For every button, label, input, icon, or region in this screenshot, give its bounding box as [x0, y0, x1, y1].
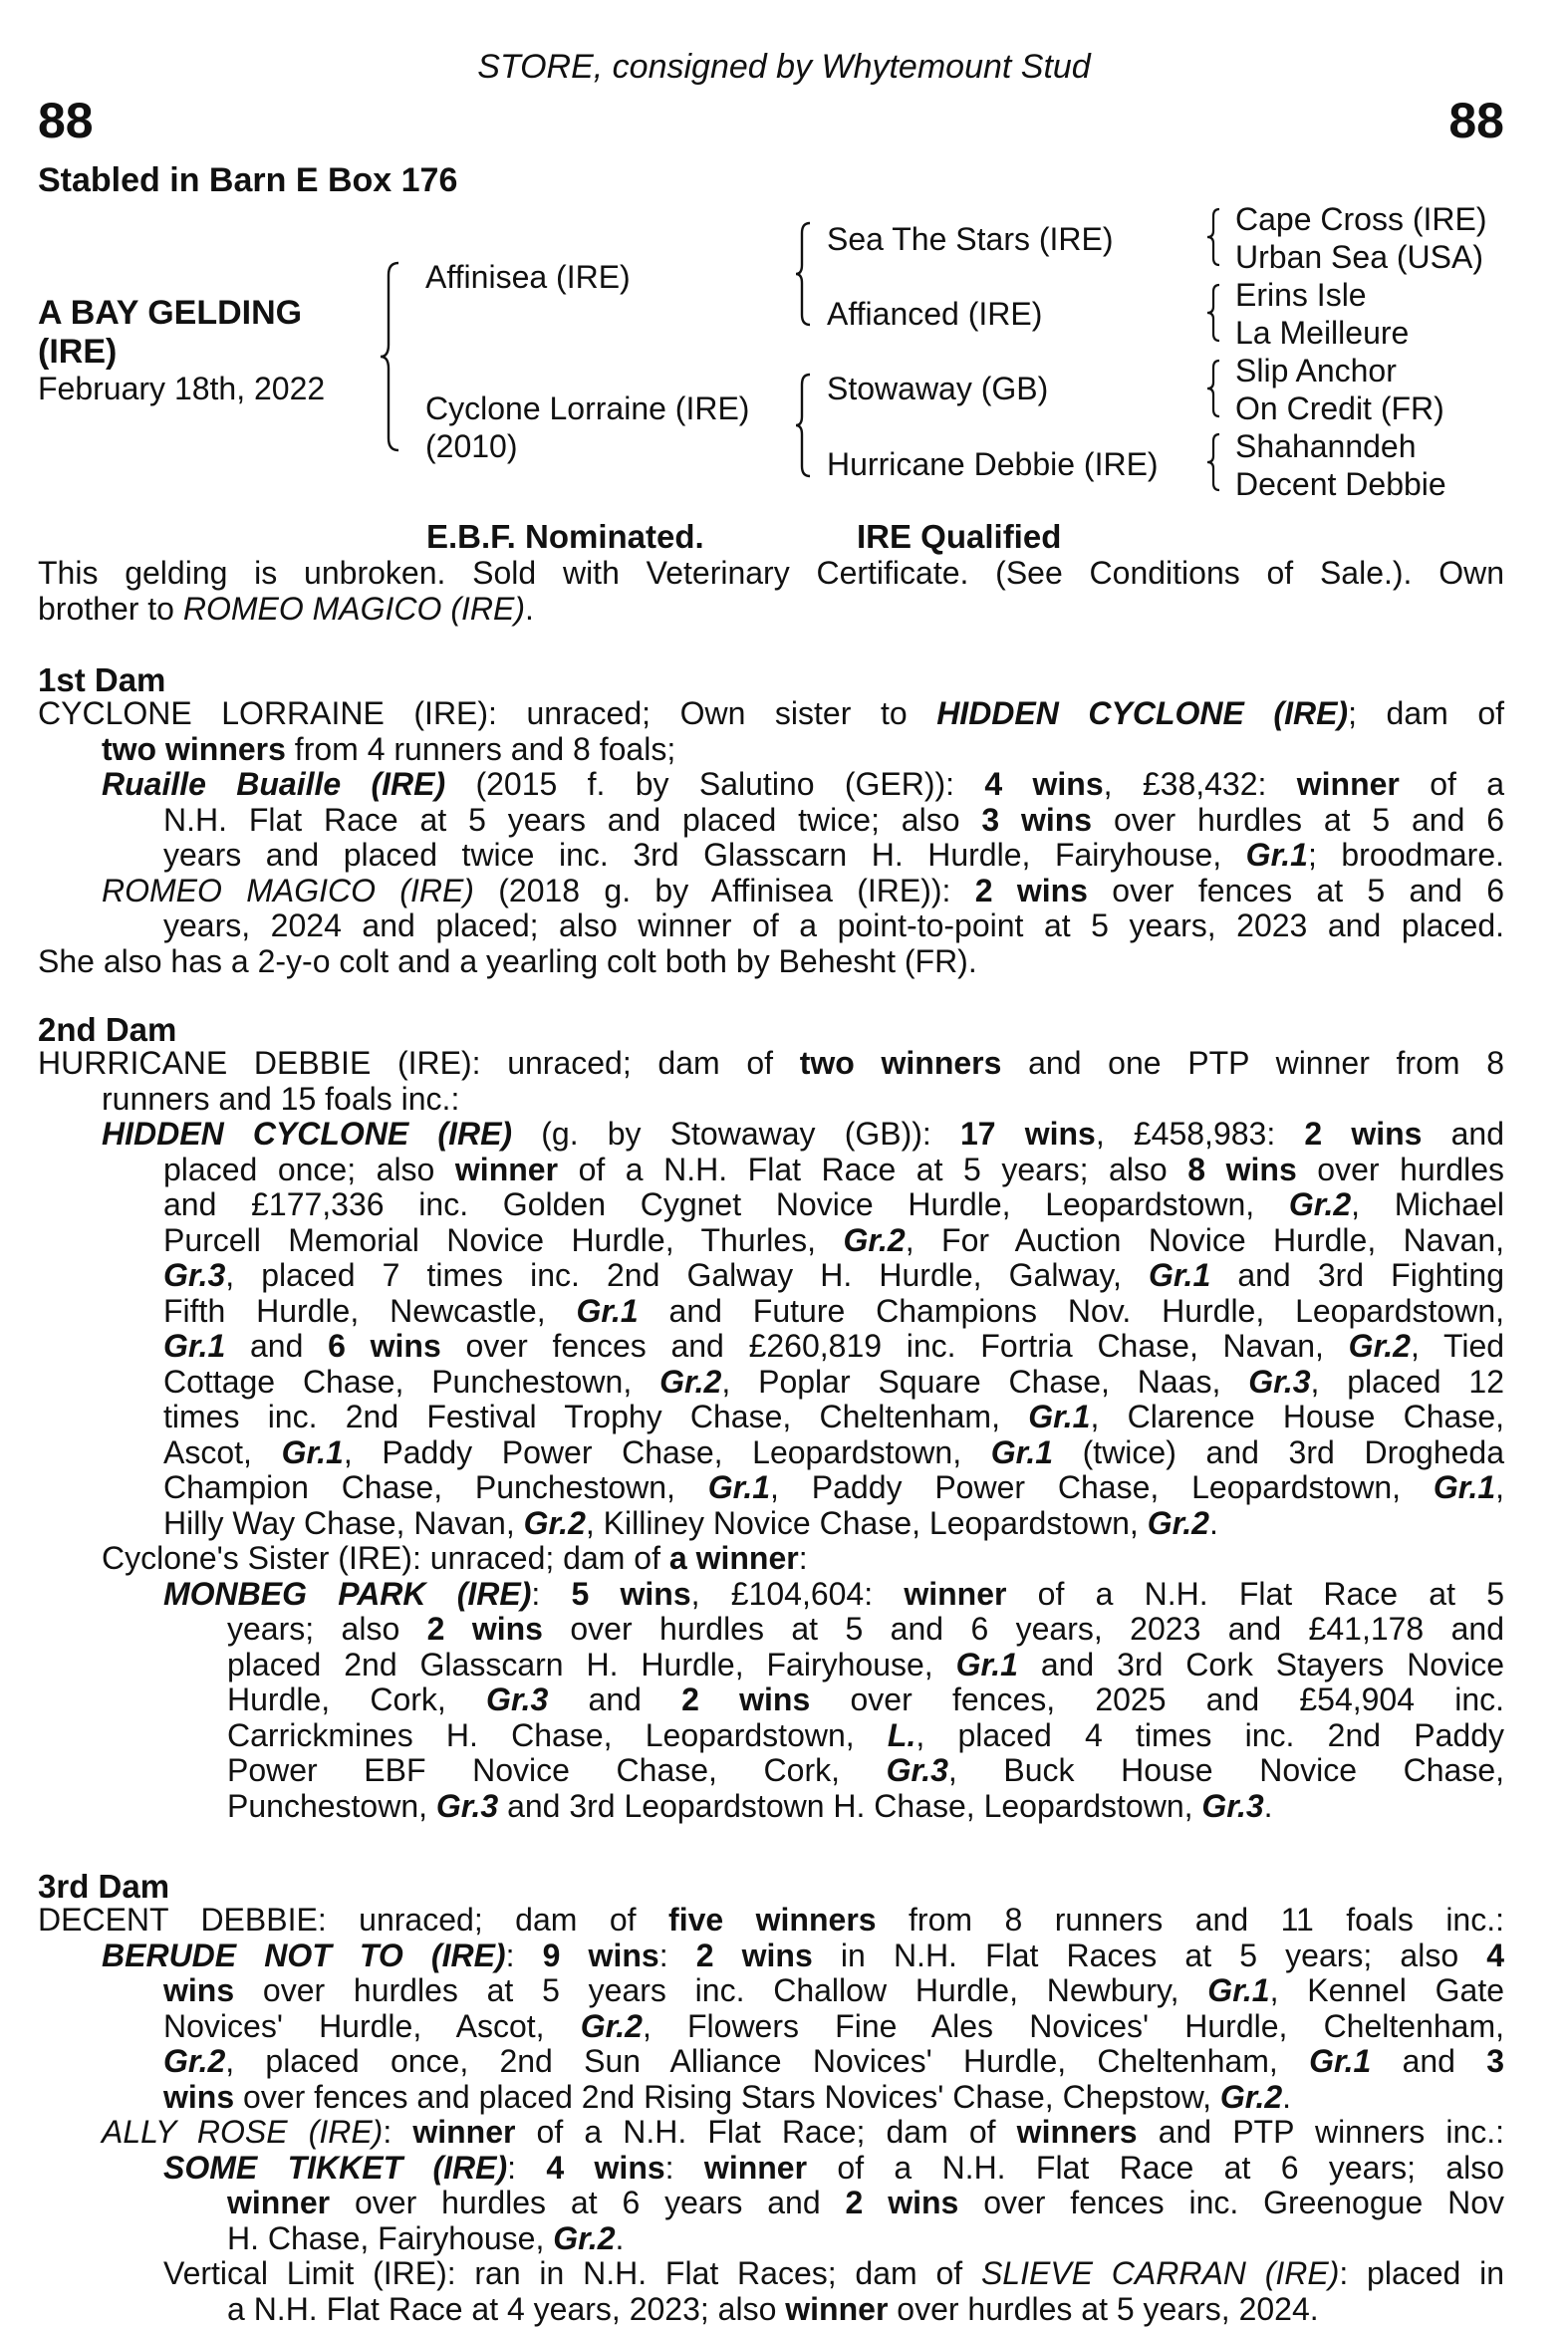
horse-title-line1: A BAY GELDING — [38, 294, 303, 332]
pedigree-dam-sire: Stowaway (GB) — [827, 371, 1049, 406]
pedigree-sire: Affinisea (IRE) — [425, 259, 631, 295]
pedigree-g3: Erins Isle — [1235, 277, 1367, 313]
second-dam-heading: 2nd Dam — [38, 1011, 177, 1048]
second-dam-block: HURRICANE DEBBIE (IRE): unraced; dam of two winners and one PTP winner from 8 runners and 15 foals inc.: HIDDEN CYCLONE (IRE) (g. by Stowaway (GB)): 17 wins, £458,983: 2 wins and placed once; also winner of a N.H. Flat Race at 5 years; also 8 wins over hurdles and £177,336 inc. Golden Cygnet Novice Hurdle, Leopardstown, Gr.2, Michael Purcell Memorial Novice Hurdle, Thurles, Gr.2, For Auction Novice Hurdle, Navan, Gr.3, placed 7 times inc. 2nd Galway H. Hurdle, Galway, Gr.1 and 3rd Fighting Fifth Hurdle, Newcastle, Gr.1 and Future Champions Nov. Hurdle, Leopardstown, Gr.1 and 6 wins over fences and £260,819 inc. Fortria Chase, Navan, Gr.2, Tied Cottage Chase, Punchestown, Gr.2, Poplar Square Chase, Naas, Gr.3, placed 12 times inc. 2nd Festival Trophy Chase, Cheltenham, Gr.1, Clarence House Chase, Ascot, Gr.1, Paddy Power Chase, Leopardstown, Gr.1 (twice) and 3rd Drogheda Champion Chase, Punchestown, Gr.1, Paddy Power Chase, Leopardstown, Gr.1, Hilly Way Chase, Navan, Gr.2, Killiney Novice Chase, Leopardstown, Gr.2. Cyclone's Sister (IRE): unraced; dam of a winner: MONBEG PARK (IRE): 5 wins, £104,604: winner of a N.H. Flat Race at 5 years; also 2 wins over hurdles at 5 and 6 years, 2023 and £41,178 and placed 2nd Glasscarn H. Hurdle, Fairyhouse, Gr.1 and 3rd Cork Stayers Novice Hurdle, Cork, Gr.3 and 2 wins over fences, 2025 and £54,904 inc. Carrickmines H. Chase, Leopardstown, L., placed 4 times inc. 2nd Paddy Power EBF Novice Chase, Cork, Gr.3, Buck House Novice Chase, Punchestown, Gr.3 and 3rd Leopardstown H. Chase, Leopardstown, Gr.3. — [38, 1045, 1505, 1824]
stabled-location: Stabled in Barn E Box 176 — [38, 161, 458, 199]
pedigree-brace-g56 — [1205, 359, 1223, 418]
first-dam-heading: 1st Dam — [38, 661, 166, 698]
pedigree-g8: Decent Debbie — [1235, 466, 1446, 502]
pedigree-dam-year: (2010) — [425, 428, 518, 464]
pedigree-brace-g78 — [1205, 432, 1223, 492]
ebf-nominated: E.B.F. Nominated. — [426, 518, 704, 555]
pedigree-dam-dam: Hurricane Debbie (IRE) — [827, 446, 1159, 482]
pedigree-sire-sire: Sea The Stars (IRE) — [827, 221, 1114, 257]
third-dam-block: DECENT DEBBIE: unraced; dam of five winners from 8 runners and 11 foals inc.: BERUDE NOT TO (IRE): 9 wins: 2 wins in N.H. Flat Races at 5 years; also 4 wins over hurdles at 5 years inc. Challow Hurdle, Newbury, Gr.1, Kennel Gate Novices' Hurdle, Ascot, Gr.2, Flowers Fine Ales Novices' Hurdle, Cheltenham, Gr.2, placed once, 2nd Sun Alliance Novices' Hurdle, Cheltenham, Gr.1 and 3 wins over fences and placed 2nd Rising Stars Novices' Chase, Chepstow, Gr.2. ALLY ROSE (IRE): winner of a N.H. Flat Race; dam of winners and PTP winners inc.: SOME TIKKET (IRE): 4 wins: winner of a N.H. Flat Race at 6 years; also winner over hurdles at 6 years and 2 wins over fences inc. Greenogue Nov H. Chase, Fairyhouse, Gr.2. Vertical Limit (IRE): ran in N.H. Flat Races; dam of SLIEVE CARRAN (IRE): placed in a N.H. Flat Race at 4 years, 2023; also winner over hurdles at 5 years, 2024. — [38, 1902, 1505, 2327]
pedigree-brace-main — [379, 261, 402, 452]
pedigree-sire-dam: Affianced (IRE) — [827, 296, 1043, 332]
horse-dob: February 18th, 2022 — [38, 371, 326, 406]
pedigree-brace-dam — [794, 373, 814, 478]
third-dam-heading: 3rd Dam — [38, 1868, 170, 1905]
horse-title-line2: (IRE) — [38, 333, 118, 371]
first-dam-block: CYCLONE LORRAINE (IRE): unraced; Own sister to HIDDEN CYCLONE (IRE); dam of two winners from 4 runners and 8 foals; Ruaille Buaille (IRE) (2015 f. by Salutino (GER)): 4 wins, £38,432: winner of a N.H. Flat Race at 5 years and placed twice; also 3 wins over hurdles at 5 and 6 years and placed twice inc. 3rd Glasscarn H. Hurdle, Fairyhouse, Gr.1; broodmare. ROMEO MAGICO (IRE) (2018 g. by Affinisea (IRE)): 2 wins over fences at 5 and 6 years, 2024 and placed; also winner of a point-to-point at 5 years, 2023 and placed. She also has a 2-y-o colt and a yearling colt both by Behesht (FR). — [38, 695, 1505, 979]
pedigree-g4: La Meilleure — [1235, 315, 1410, 351]
ire-qualified: IRE Qualified — [857, 518, 1062, 555]
intro-paragraph: This gelding is unbroken. Sold with Veterinary Certificate. (See Conditions of Sale.). Own brother to ROMEO MAGICO (IRE). — [38, 555, 1504, 627]
pedigree-g7: Shahanndeh — [1235, 428, 1417, 464]
pedigree-g1: Cape Cross (IRE) — [1235, 201, 1487, 237]
pedigree-g2: Urban Sea (USA) — [1235, 239, 1483, 275]
store-consignor-line: STORE, consigned by Whytemount Stud — [477, 48, 1091, 86]
lot-number-right: 88 — [1448, 93, 1504, 148]
pedigree-g6: On Credit (FR) — [1235, 390, 1444, 426]
pedigree-brace-g34 — [1205, 283, 1223, 343]
pedigree-brace-sire — [794, 221, 814, 327]
pedigree-dam: Cyclone Lorraine (IRE) — [425, 390, 750, 426]
pedigree-g5: Slip Anchor — [1235, 353, 1397, 388]
lot-number-left: 88 — [38, 93, 94, 148]
pedigree-brace-g12 — [1205, 207, 1223, 267]
